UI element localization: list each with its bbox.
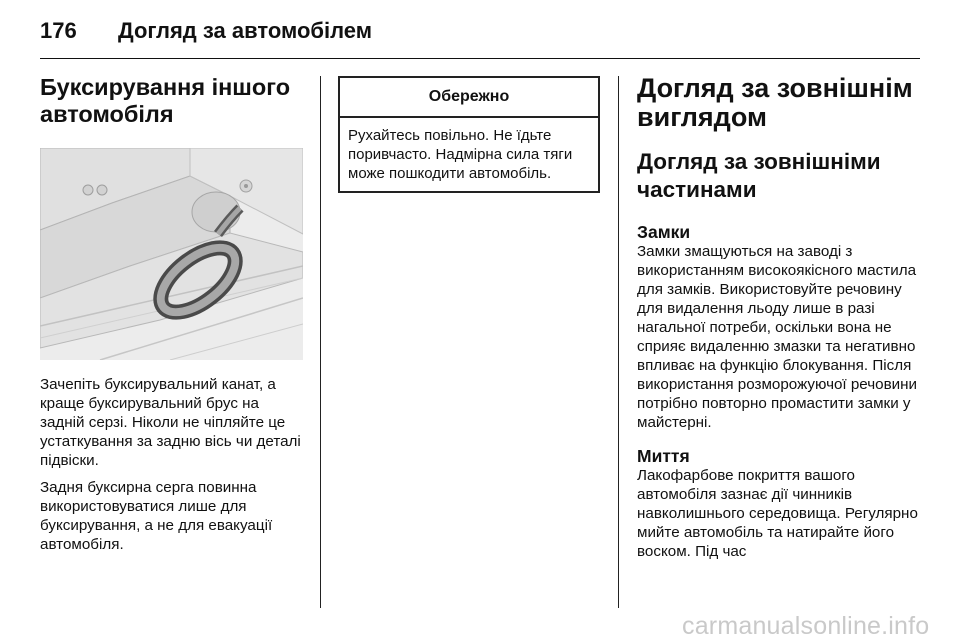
header-rule	[40, 58, 920, 59]
caution-text: Рухайтесь повільно. Не їдьте поривчасто. Надмірна сила тяги може пошкодити автомобіль.	[348, 127, 573, 182]
locks-heading: Замки	[637, 222, 691, 242]
page-number: 176	[40, 18, 77, 43]
column-divider-left	[320, 76, 321, 608]
tow-eye-illustration	[40, 148, 303, 360]
page-header	[40, 18, 372, 48]
caution-title: Обережно	[340, 78, 598, 118]
caution-box	[338, 76, 600, 193]
towing-paragraph-1: Зачепіть буксирувальний канат, а краще буксирувальний брус на задній серзі. Ніколи не чіпляйте це устаткування за задню вісь чи деталі підвіски.	[40, 376, 301, 469]
tow-eye-drawing	[40, 148, 303, 360]
running-title: Догляд за автомобілем	[118, 18, 373, 43]
towing-heading: Буксирування іншого автомобіля	[40, 74, 291, 127]
column-divider-right	[618, 76, 619, 608]
washing-paragraph: Лакофарбове покриття вашого автомобіля зазнає дії чинників навколишнього середовища. Регулярно мийте автомобіль та натирайте його воском. Під час	[637, 467, 918, 560]
watermark: carmanualsonline.info	[682, 612, 930, 640]
section-heading: Догляд за зовнішніми частинами	[637, 149, 881, 202]
washing-heading: Миття	[637, 446, 690, 466]
towing-paragraph-2: Задня буксирна серга повинна використовуватися лише для буксирування, а не для евакуації автомобіля.	[40, 479, 273, 553]
right-column	[637, 74, 922, 561]
left-column	[40, 74, 305, 554]
locks-paragraph: Замки змащуються на заводі з використанням високоякісного мастила для замків. Використовуйте речовину для видалення льоду лише в разі нагальної потреби, оскільки вона не сприяє видаленню змазки та негативно впливає на функцію блокування. Після використання розморожуючої речовини потрібно повторно промастити замки у майстерні.	[637, 243, 918, 431]
chapter-heading: Догляд за зовнішнім виглядом	[637, 73, 913, 132]
